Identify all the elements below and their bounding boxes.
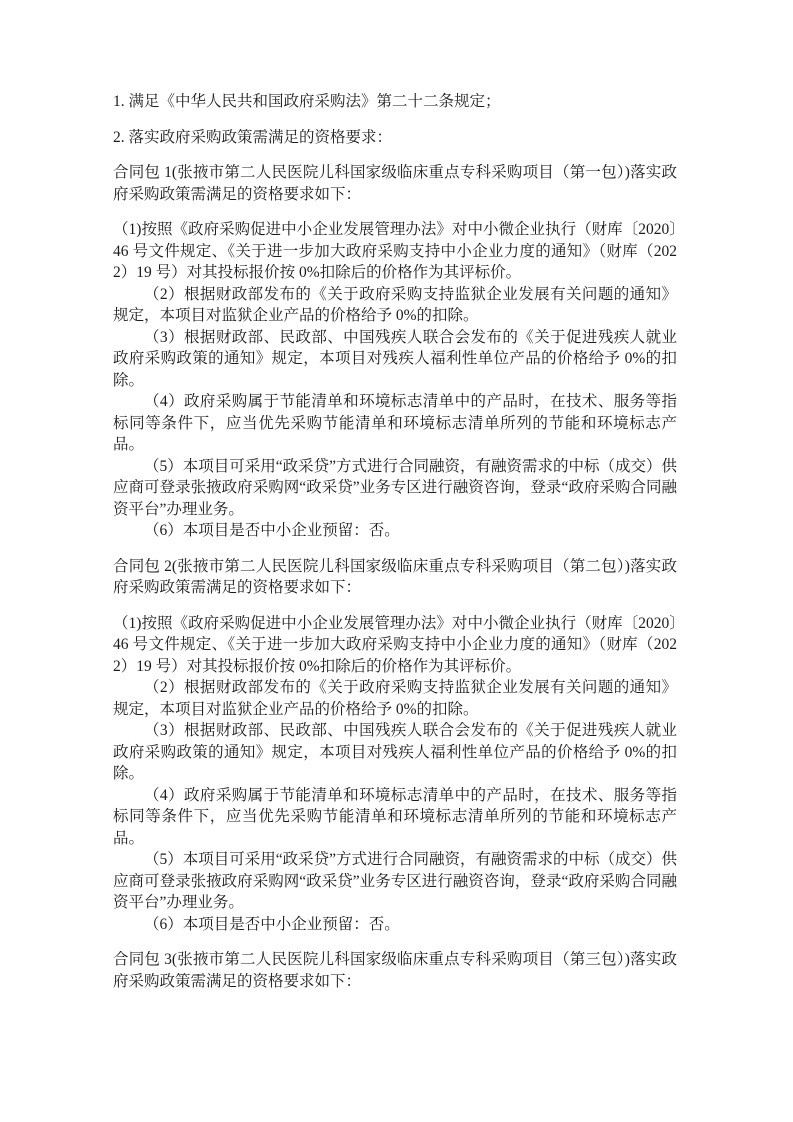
package-2-policy-item-2: （2）根据财政部发布的《关于政府采购支持监狱企业发展有关问题的通知》规定，本项目对监狱企业产品的价格给予 0%的扣除。 <box>113 679 677 718</box>
package-3-header: 合同包 3(张掖市第二人民医院儿科国家级临床重点专科采购项目（第三包）)落实政府采购政策需满足的资格要求如下： <box>113 951 677 990</box>
package-1-policy-item-5: （5）本项目可采用“政采贷”方式进行合同融资，有融资需求的中标（成交）供应商可登录张掖政府采购网“政采贷”业务专区进行融资咨询，登录“政府采购合同融资平台”办理业务。 <box>113 457 678 518</box>
package-1-policy-items <box>113 219 677 542</box>
contract-package-3 <box>113 949 677 992</box>
contract-package-2 <box>113 556 677 936</box>
package-2-policy-item-5: （5）本项目可采用“政采贷”方式进行合同融资，有融资需求的中标（成交）供应商可登录张掖政府采购网“政采贷”业务专区进行融资咨询，登录“政府采购合同融资平台”办理业务。 <box>113 851 678 911</box>
package-2-policy-item-1: （1)按照《政府采购促进中小企业发展管理办法》对中小微企业执行（财库〔2020〕46 号文件规定、《关于进一步加大政府采购支持中小企业力度的通知》（财库（2022）19 号）对其投标报价按 0%扣除后的价格作为其评标价。 <box>113 614 677 675</box>
contract-package-1 <box>113 162 677 542</box>
package-1-policy-item-6: （6）本项目是否中小企业预留：否。 <box>144 522 400 539</box>
intro-line-2: 2. 落实政府采购政策需满足的资格要求： <box>113 128 393 146</box>
intro-line-1: 1. 满足《中华人民共和国政府采购法》第二十二条规定； <box>113 93 501 110</box>
package-2-policy-item-3: （3）根据财政部、民政部、中国残疾人联合会发布的《关于促进残疾人就业政府采购政策的通知》规定，本项目对残疾人福利性单位产品的价格给予 0%的扣除。 <box>113 722 677 782</box>
package-1-policy-item-4: （4）政府采购属于节能清单和环境标志清单中的产品时，在技术、服务等指标同等条件下，应当优先采购节能清单和环境标志清单所列的节能和环境标志产品。 <box>113 393 677 453</box>
package-2-policy-item-6: （6）本项目是否中小企业预留：否。 <box>144 915 400 933</box>
package-1-policy-item-1: （1)按照《政府采购促进中小企业发展管理办法》对中小微企业执行（财库〔2020〕46 号文件规定、《关于进一步加大政府采购支持中小企业力度的通知》（财库（2022）19 号）对其投标报价按 0%扣除后的价格作为其评标价。 <box>113 221 677 281</box>
package-1-header: 合同包 1(张掖市第二人民医院儿科国家级临床重点专科采购项目（第一包）)落实政府采购政策需满足的资格要求如下： <box>113 164 677 203</box>
package-2-policy-items <box>113 613 677 936</box>
package-1-policy-item-2: （2）根据财政部发布的《关于政府采购支持监狱企业发展有关问题的通知》规定，本项目对监狱企业产品的价格给予 0%的扣除。 <box>113 285 677 324</box>
package-2-policy-item-4: （4）政府采购属于节能清单和环境标志清单中的产品时，在技术、服务等指标同等条件下，应当优先采购节能清单和环境标志清单所列的节能和环境标志产品。 <box>113 786 677 847</box>
package-2-header: 合同包 2(张掖市第二人民医院儿科国家级临床重点专科采购项目（第二包）)落实政府采购政策需满足的资格要求如下： <box>113 557 677 596</box>
package-1-policy-item-3: （3）根据财政部、民政部、中国残疾人联合会发布的《关于促进残疾人就业政府采购政策的通知》规定，本项目对残疾人福利性单位产品的价格给予 0%的扣除。 <box>113 328 677 389</box>
